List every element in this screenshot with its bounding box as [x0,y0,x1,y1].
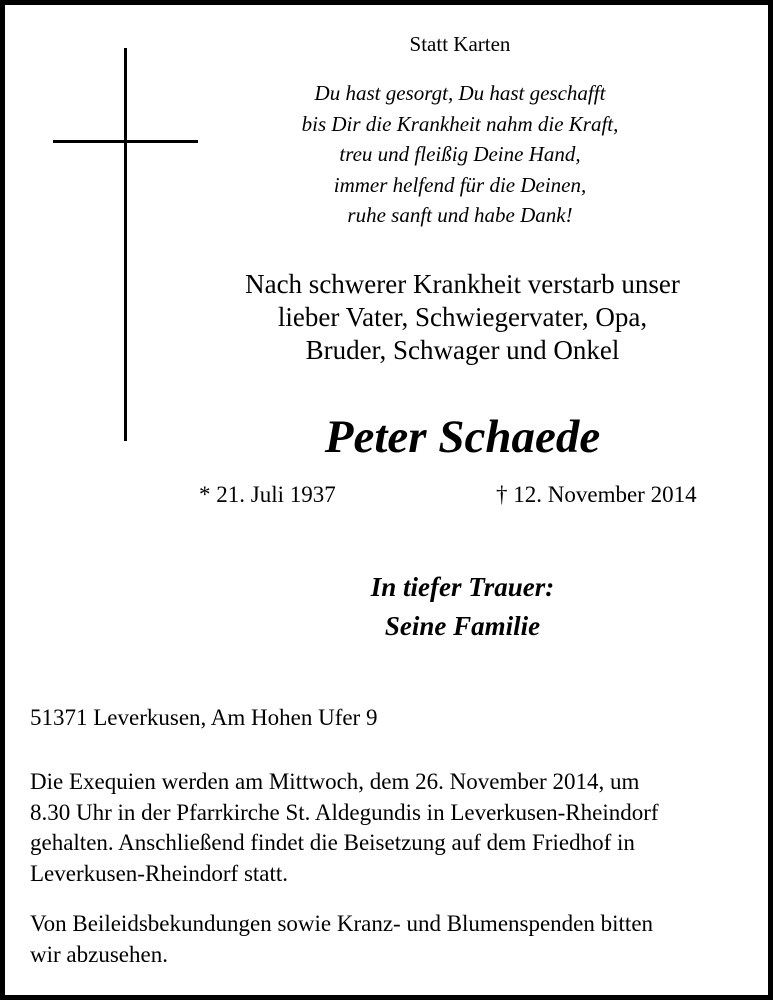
funeral-details [30,767,659,889]
condolence-line: Von Beileidsbekundungen sowie Kranz- und Blumenspenden bitten [30,911,654,936]
death-date: † 12. November 2014 [496,482,697,507]
funeral-line: Die Exequien werden am Mittwoch, dem 26. November 2014, um [30,769,640,794]
family-address: 51371 Leverkusen, Am Hohen Ufer 9 [30,705,378,730]
mourning-line: In tiefer Trauer: [370,572,555,602]
notice-header: Statt Karten [409,32,511,56]
announcement-line: lieber Vater, Schwiegervater, Opa, [277,302,648,332]
funeral-line: gehalten. Anschließend findet die Beisetzung auf dem Friedhof in [30,830,635,855]
condolence-line: wir abzusehen. [30,941,168,967]
verse-line: treu und fleißig Deine Hand, [339,142,581,166]
verse-line: immer helfend für die Deinen, [333,172,587,197]
verse-line: bis Dir die Krankheit nahm die Kraft, [301,111,619,136]
cross-vertical-bar [124,48,127,441]
mourning-signature [240,568,685,646]
verse-line: Du hast gesorgt, Du hast geschafft [314,81,606,105]
verse-line: ruhe sanft und habe Dank! [347,203,573,227]
mourning-line: Seine Familie [384,611,541,641]
cross-horizontal-bar [53,140,198,143]
birth-date: * 21. Juli 1937 [199,482,336,507]
memorial-verse [240,78,680,231]
announcement-line: Bruder, Schwager und Onkel [305,335,620,365]
announcement-line: Nach schwerer Krankheit verstarb unser [245,269,680,299]
deceased-name: Peter Schaede [324,411,601,463]
funeral-line: 8.30 Uhr in der Pfarrkirche St. Aldegundis in Leverkusen-Rheindorf [30,799,659,825]
funeral-line: Leverkusen-Rheindorf statt. [30,860,289,886]
condolence-request [30,909,653,970]
death-announcement [200,268,725,367]
